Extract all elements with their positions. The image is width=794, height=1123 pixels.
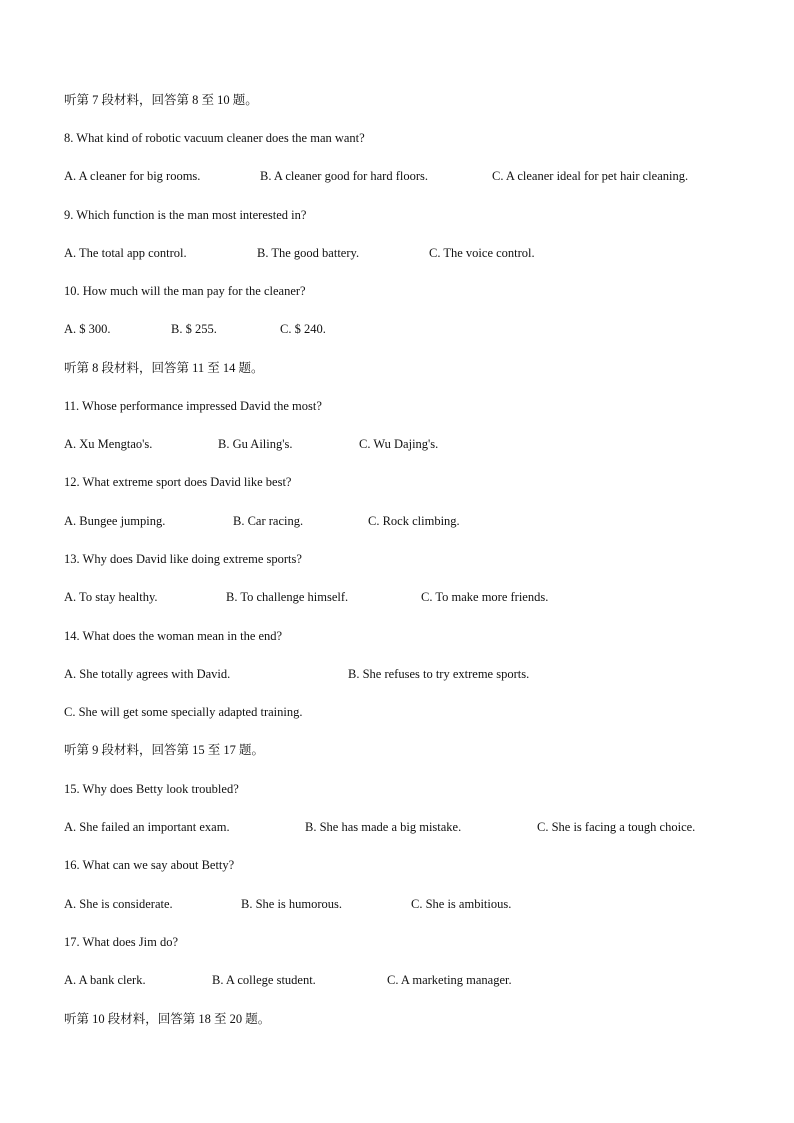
option-q8-c: C. A cleaner ideal for pet hair cleaning. bbox=[492, 169, 689, 183]
question-13: 13. Why does David like doing extreme sports? bbox=[64, 552, 302, 566]
question-17: 17. What does Jim do? bbox=[64, 935, 178, 949]
option-q15-b: B. She has made a big mistake. bbox=[305, 820, 462, 834]
question-8: 8. What kind of robotic vacuum cleaner does the man want? bbox=[64, 131, 365, 145]
question-11: 11. Whose performance impressed David the most? bbox=[64, 399, 322, 413]
option-q8-b: B. A cleaner good for hard floors. bbox=[260, 169, 429, 183]
option-q14-c: C. She will get some specially adapted training. bbox=[64, 705, 303, 719]
question-9: 9. Which function is the man most interested in? bbox=[64, 208, 307, 222]
option-q16-b: B. She is humorous. bbox=[241, 897, 343, 911]
section-heading-10: 听第 10 段材料，回答第 18 至 20 题。 bbox=[64, 1012, 271, 1026]
option-q16-a: A. She is considerate. bbox=[64, 897, 173, 911]
option-q11-a: A. Xu Mengtao's. bbox=[64, 437, 153, 451]
question-16: 16. What can we say about Betty? bbox=[64, 858, 235, 872]
option-q12-a: A. Bungee jumping. bbox=[64, 514, 166, 528]
option-q12-c: C. Rock climbing. bbox=[368, 514, 460, 528]
question-14: 14. What does the woman mean in the end? bbox=[64, 629, 283, 643]
option-q14-a: A. She totally agrees with David. bbox=[64, 667, 231, 681]
section-heading-8: 听第 8 段材料，回答第 11 至 14 题。 bbox=[64, 361, 264, 375]
option-q10-c: C. $ 240. bbox=[280, 322, 326, 336]
question-10: 10. How much will the man pay for the cleaner? bbox=[64, 284, 306, 298]
option-q13-c: C. To make more friends. bbox=[421, 590, 549, 604]
option-q8-a: A. A cleaner for big rooms. bbox=[64, 169, 201, 183]
option-q14-b: B. She refuses to try extreme sports. bbox=[348, 667, 530, 681]
option-q13-b: B. To challenge himself. bbox=[226, 590, 349, 604]
option-q9-c: C. The voice control. bbox=[429, 246, 535, 260]
question-12: 12. What extreme sport does David like best? bbox=[64, 475, 292, 489]
option-q15-a: A. She failed an important exam. bbox=[64, 820, 230, 834]
option-q12-b: B. Car racing. bbox=[233, 514, 304, 528]
option-q11-b: B. Gu Ailing's. bbox=[218, 437, 293, 451]
option-q16-c: C. She is ambitious. bbox=[411, 897, 512, 911]
option-q10-b: B. $ 255. bbox=[171, 322, 217, 336]
option-q15-c: C. She is facing a tough choice. bbox=[537, 820, 696, 834]
option-q11-c: C. Wu Dajing's. bbox=[359, 437, 439, 451]
option-q10-a: A. $ 300. bbox=[64, 322, 111, 336]
option-q17-b: B. A college student. bbox=[212, 973, 316, 987]
option-q17-c: C. A marketing manager. bbox=[387, 973, 512, 987]
option-q17-a: A. A bank clerk. bbox=[64, 973, 146, 987]
option-q9-b: B. The good battery. bbox=[257, 246, 360, 260]
option-q13-a: A. To stay healthy. bbox=[64, 590, 158, 604]
question-15: 15. Why does Betty look troubled? bbox=[64, 782, 239, 796]
option-q9-a: A. The total app control. bbox=[64, 246, 187, 260]
section-heading-7: 听第 7 段材料，回答第 8 至 10 题。 bbox=[64, 93, 258, 107]
section-heading-9: 听第 9 段材料，回答第 15 至 17 题。 bbox=[64, 743, 265, 757]
